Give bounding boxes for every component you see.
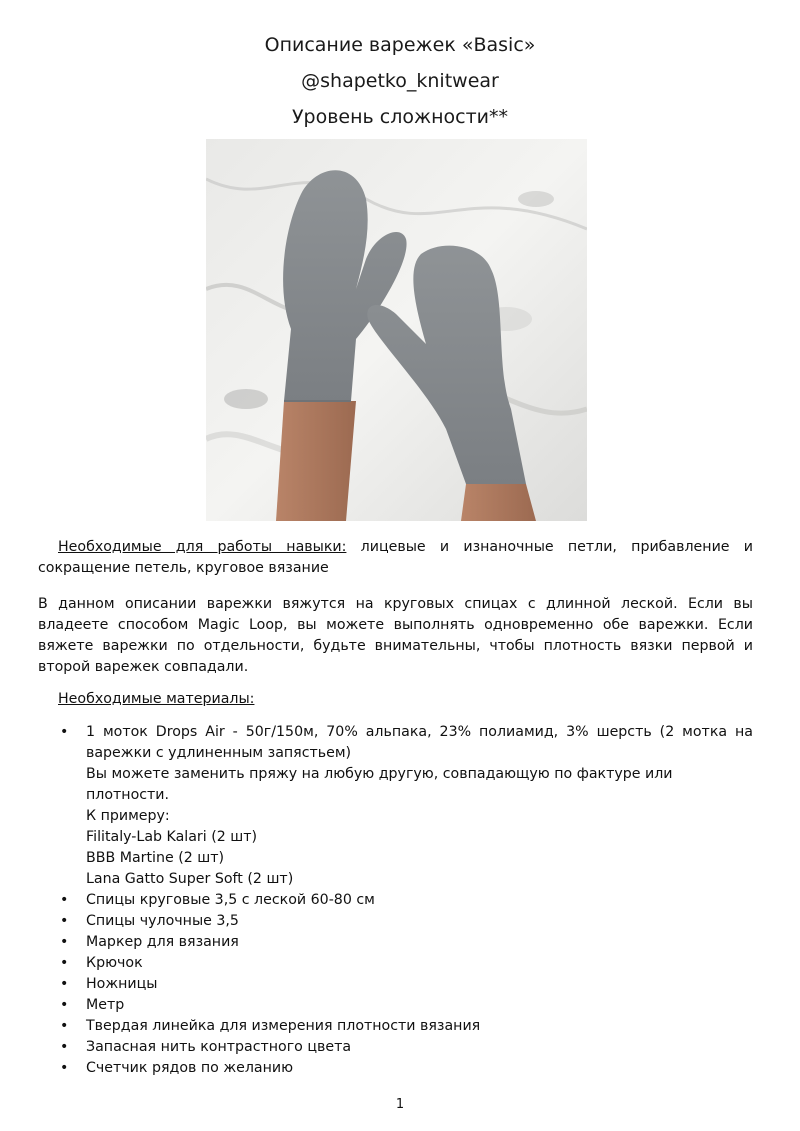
list-item-text: Твердая линейка для измерения плотности вязания [86, 1018, 481, 1034]
list-item-text: Крючок [86, 955, 143, 971]
list-item-text: Запасная нить контрастного цвета [86, 1039, 352, 1055]
materials-heading: Необходимые материалы: [58, 691, 255, 707]
bullet-icon: • [60, 724, 69, 740]
bullet-icon: • [60, 976, 69, 992]
bullet-icon: • [60, 913, 69, 929]
document-title: Описание варежек «Basic» [264, 34, 536, 56]
skills-paragraph [38, 537, 753, 579]
list-item [38, 1016, 753, 1037]
bullet-icon: • [60, 1039, 69, 1055]
yarn-alt-3: Lana Gatto Super Soft (2 шт) [86, 871, 294, 887]
list-item [38, 953, 753, 974]
difficulty-level: Уровень сложности** [291, 106, 509, 128]
author-handle: @shapetko_knitwear [301, 70, 499, 92]
yarn-example-label: К примеру: [86, 808, 170, 824]
list-item [38, 1037, 753, 1058]
list-item-text: Спицы круговые 3,5 с леской 60-80 см [86, 892, 375, 908]
list-item [38, 974, 753, 995]
list-item-text: Ножницы [86, 976, 158, 992]
list-item-text: Спицы чулочные 3,5 [86, 913, 239, 929]
bullet-icon: • [60, 934, 69, 950]
intro-paragraph: В данном описании варежки вяжутся на круговых спицах с длинной леской. Если вы владеете способом Magic Loop, вы можете выполнять одновременно обе варежки. Если вяжете варежки по отдельности, будьте внимательны, чтобы плотность вязки первой и второй варежек совпадали. [38, 596, 753, 675]
materials-list [38, 722, 753, 1079]
bullet-icon: • [60, 1060, 69, 1076]
bullet-icon: • [60, 955, 69, 971]
mittens-photo [206, 139, 587, 521]
skills-label: Необходимые для работы навыки: [58, 539, 347, 555]
list-item [38, 995, 753, 1016]
list-item [38, 932, 753, 953]
bullet-icon: • [60, 1018, 69, 1034]
list-item-text: Счетчик рядов по желанию [86, 1060, 294, 1076]
skills-text: лицевые и изнаночные петли, прибавление и сокращение петель, круговое вязание [38, 539, 753, 576]
yarn-main: 1 моток Drops Air - 50г/150м, 70% альпака, 23% полиамид, 3% шерсть (2 мотка на варежки с удлиненным запястьем) [86, 724, 753, 761]
yarn-alt-2: BBB Martine (2 шт) [86, 850, 225, 866]
list-item-text: Метр [86, 997, 125, 1013]
yarn-alt-1: Filitaly-Lab Kalari (2 шт) [86, 829, 258, 845]
list-item [38, 1058, 753, 1079]
bullet-icon: • [60, 997, 69, 1013]
list-item-text: Маркер для вязания [86, 934, 239, 950]
list-item [38, 722, 753, 890]
list-item [38, 890, 753, 911]
list-item [38, 911, 753, 932]
page-number: 1 [395, 1097, 405, 1112]
bullet-icon: • [60, 892, 69, 908]
yarn-replace-note: Вы можете заменить пряжу на любую другую, совпадающую по фактуре или плотности. [86, 766, 673, 803]
